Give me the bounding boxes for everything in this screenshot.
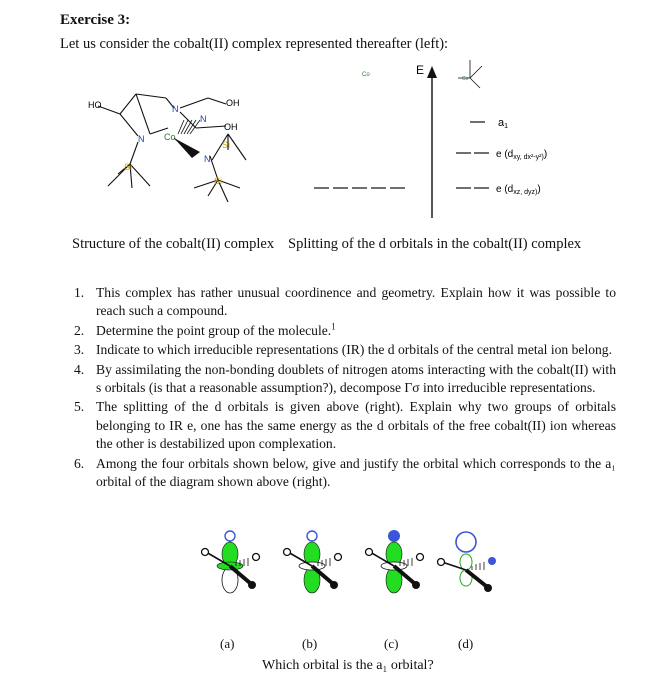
orbital-label-b: (b) [302,636,318,651]
mol-si-label: Si [124,162,133,172]
mol-oh-label: OH [224,122,238,132]
question-item: 3. Indicate to which irreducible representations (IR) the d orbitals of the central metal ion belong. [74,342,613,358]
question-item: 6. Among the four orbitals shown below, give and justify the orbital which corresponds to the a₁ orbital of the diagram shown above (right). [74,455,616,490]
orbital-d [438,532,497,592]
orbital-a [202,531,260,593]
complex-sketch [458,60,482,88]
mol-n-label: N [204,154,211,164]
mol-co-label: Co [164,132,176,142]
final-question: Which orbital is the a₁ orbital? [262,658,434,673]
question-item: 1. This complex has rather unusual coordinence and geometry. Explain how it was possible to reach such a compound. [74,285,616,319]
a1-label: a1 [498,117,509,130]
question-item: 5. The splitting of the d orbitals is given above (right). Explain why two groups of orbitals belonging to IR e, one has the same energy as the d orbitals of the free cobalt(II) ion whereas the other is destabilized upon complexation. [74,399,616,452]
orbital-label-c: (c) [384,636,399,651]
mol-si-label: Si [214,176,223,186]
complex-co-label: Co [462,76,469,82]
d-orbital-splitting-diagram [310,48,590,223]
orbital-c [366,530,424,593]
mol-si-label: Si [222,140,231,150]
mol-ho-label: HO [88,100,102,110]
mol-n-label: N [172,104,179,114]
cobalt-complex-structure [78,68,298,218]
question-list [68,284,616,492]
mol-n-label: N [138,134,145,144]
mol-oh-label: OH [226,98,240,108]
e2-label: e $(d_{xz, dyz)})$ [496,184,541,196]
mol-n-label: N [200,114,207,124]
exercise-title: Exercise 3: [60,12,131,28]
structure-caption: Structure of the cobalt(II) complex [72,236,275,252]
free-ion-label: Co [362,72,370,78]
orbital-options [190,528,510,630]
orbital-label-a: (a) [220,636,235,651]
orbital-label-d: (d) [458,636,474,651]
question-item: 2. Determine the point group of the molecule.$^1$ [74,321,336,338]
footnote-marker: 1 [331,321,336,332]
splitting-caption: Splitting of the d orbitals in the cobalt(II) complex [288,236,582,252]
intro-text: Let us consider the cobalt(II) complex represented thereafter (left): [60,36,449,52]
question-item: 4. By assimilating the non-bonding doublets of nitrogen atoms interacting with the cobalt(II) with s orbitals (is that a reasonable assumption?), decompose Γσ into irreducible representations. [74,361,616,396]
orbital-b [284,531,342,593]
e1-label: e $(d_{xy, dx^2-y^2)})$ [496,149,548,161]
energy-axis-label: E [416,63,425,77]
